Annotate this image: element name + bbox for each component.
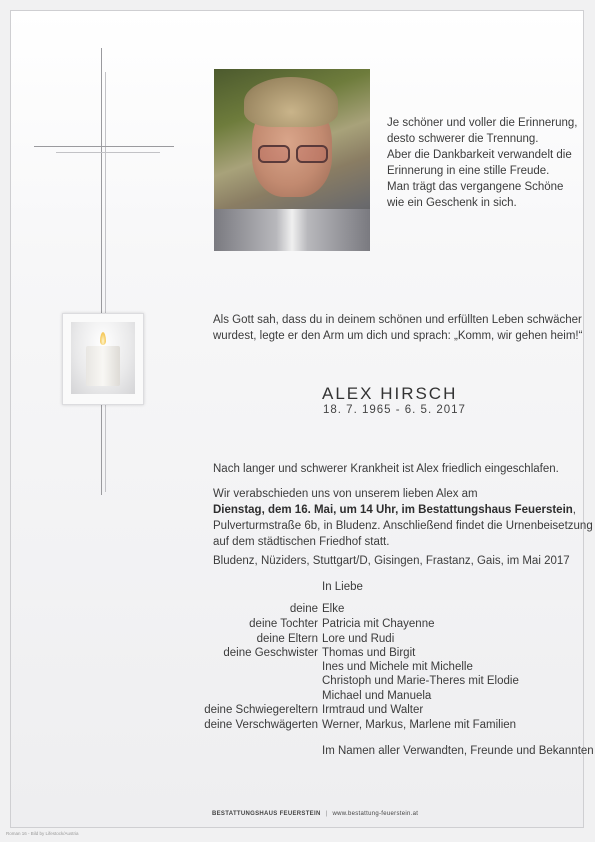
mourner-relation: deine Eltern bbox=[256, 633, 318, 645]
funeral-line-3: Pulverturmstraße 6b, in Bludenz. Anschließend findet die Urnenbeisetzung bbox=[213, 520, 593, 532]
print-meta: Roman 16 - Bild by Lifestock/Austria bbox=[6, 831, 79, 836]
mourner-relation: deine bbox=[289, 603, 318, 615]
footer-company: BESTATTUNGSHAUS FEUERSTEIN bbox=[212, 811, 321, 817]
flame-icon bbox=[100, 332, 106, 345]
intro-line-1: Als Gott sah, dass du in deinem schönen und erfüllten Leben schwächer bbox=[213, 314, 582, 326]
footer bbox=[212, 811, 418, 817]
life-dates: 18. 7. 1965 - 6. 5. 2017 bbox=[323, 404, 466, 416]
intro-text bbox=[213, 312, 583, 344]
mourner-names: Thomas und Birgit bbox=[322, 647, 416, 659]
mourner-relation: deine Geschwister bbox=[223, 647, 318, 659]
portrait-photo bbox=[214, 69, 370, 251]
candle-image bbox=[62, 313, 144, 405]
funeral-details bbox=[213, 486, 593, 550]
mourner-relation: deine Verschwägerten bbox=[204, 719, 318, 731]
mourner-names: Christoph und Marie-Theres mit Elodie bbox=[322, 675, 519, 687]
mourner-names: Michael und Manuela bbox=[322, 690, 432, 702]
funeral-line-4: auf dem städtischen Friedhof statt. bbox=[213, 536, 390, 548]
quote-line: Aber die Dankbarkeit verwandelt die bbox=[387, 149, 572, 161]
memorial-quote bbox=[387, 115, 578, 211]
mourner-names: Patricia mit Chayenne bbox=[322, 618, 435, 630]
mourner-names: Ines und Michele mit Michelle bbox=[322, 661, 473, 673]
passing-notice: Nach langer und schwerer Krankheit ist Alex friedlich eingeschlafen. bbox=[213, 463, 559, 475]
mourner-relation: deine Tochter bbox=[249, 618, 318, 630]
mourner-names: Irmtraud und Walter bbox=[322, 704, 424, 716]
footer-website[interactable]: www.bestattung-feuerstein.at bbox=[332, 811, 419, 817]
quote-line: Je schöner und voller die Erinnerung, bbox=[387, 117, 578, 129]
footer-separator: | bbox=[325, 811, 328, 817]
funeral-comma: , bbox=[572, 504, 576, 516]
mourner-names: Elke bbox=[322, 603, 345, 615]
funeral-date-venue: Dienstag, dem 16. Mai, um 14 Uhr, im Bestattungshaus Feuerstein bbox=[213, 504, 573, 516]
quote-line: Man trägt das vergangene Schöne bbox=[387, 181, 564, 193]
quote-line: desto schwerer die Trennung. bbox=[387, 133, 539, 145]
places-and-date: Bludenz, Nüziders, Stuttgart/D, Gisingen, Frastanz, Gais, im Mai 2017 bbox=[213, 555, 570, 567]
quote-line: wie ein Geschenk in sich. bbox=[387, 197, 517, 209]
quote-line: Erinnerung in eine stille Freude. bbox=[387, 165, 550, 177]
deceased-name: ALEX HIRSCH bbox=[322, 384, 458, 403]
closing-line: Im Namen aller Verwandten, Freunde und Bekannten bbox=[322, 745, 594, 757]
mourner-relation: deine Schwiegereltern bbox=[204, 704, 318, 716]
mourner-names: Lore und Rudi bbox=[322, 633, 395, 645]
in-liebe: In Liebe bbox=[322, 581, 363, 593]
mourner-names: Werner, Markus, Marlene mit Familien bbox=[322, 719, 517, 731]
funeral-line-2 bbox=[213, 502, 576, 518]
intro-line-2: wurdest, legte er den Arm um dich und sprach: „Komm, wir gehen heim!“ bbox=[213, 330, 583, 342]
funeral-line-1: Wir verabschieden uns von unserem lieben Alex am bbox=[213, 488, 478, 500]
